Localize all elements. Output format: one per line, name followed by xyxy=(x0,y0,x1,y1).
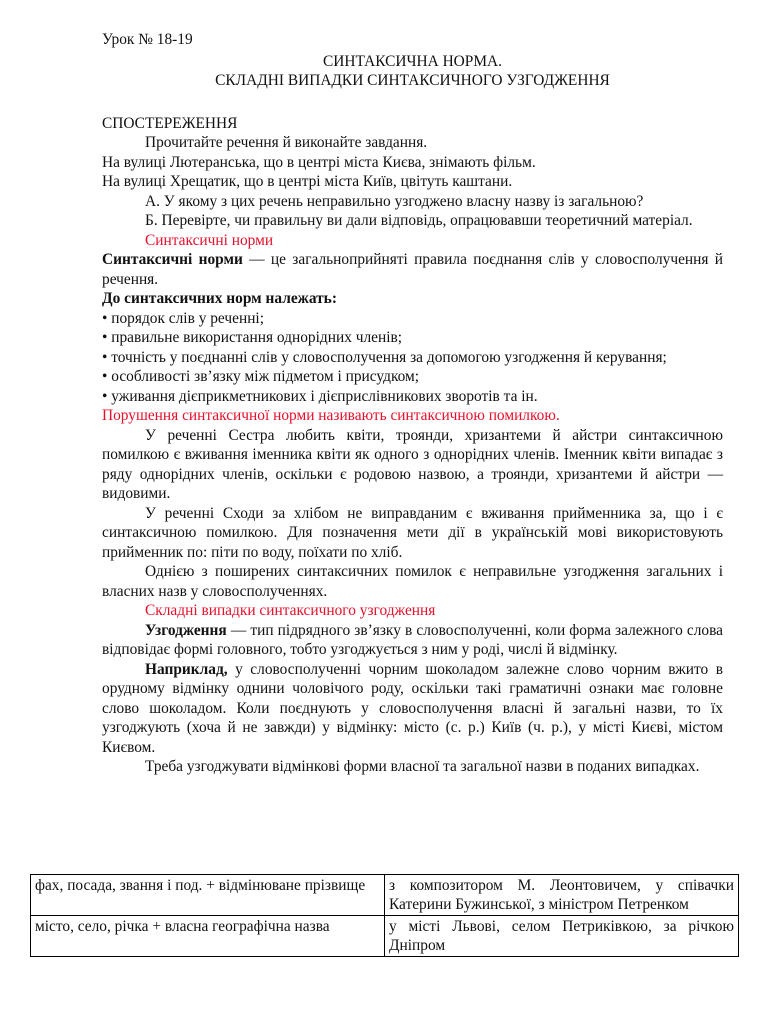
table-row xyxy=(31,875,739,916)
title-line-1: СИНТАКСИЧНА НОРМА. xyxy=(322,52,503,70)
table-cell: місто, село, річка + власна географічна назва xyxy=(31,916,385,957)
agreement-term: Узгодження xyxy=(145,621,227,639)
norms-heading: Синтаксичні норми xyxy=(145,231,274,249)
example-paragraph-2: У реченні Сходи за хлібом не виправданим є вживання прийменника за, що і є синтаксичною помилкою. Для позначення мети дії в українській мові використовують прийменник по: піти по воду, поїхати по хліб. xyxy=(102,504,723,561)
agreement-heading: Складні випадки синтаксичного узгодження xyxy=(145,602,436,619)
definition-term: Синтаксичні норми xyxy=(102,251,243,268)
norms-list-item: • уживання дієприкметникових і дієприслівникових зворотів та ін. xyxy=(102,387,538,405)
table-cell: фах, посада, звання і под. + відмінюване прізвище xyxy=(31,875,385,916)
norms-list-item: • точність у поєднанні слів у словосполучення за допомогою узгодження й керування; xyxy=(102,348,667,366)
question-a: А. У якому з цих речень неправильно узгоджено власну назву із загальною? xyxy=(145,192,644,210)
example-paragraph xyxy=(102,660,723,758)
example-term: Наприклад, xyxy=(145,660,228,678)
definition-text: — це загальноприйняті правила поєднання слів у словосполучення й речення. xyxy=(102,251,724,288)
lesson-number: Урок № 18-19 xyxy=(102,31,193,48)
sentence-2: На вулиці Хрещатик, що в центрі міста Київ, цвітуть каштани. xyxy=(102,173,513,190)
observation-heading: СПОСТЕРЕЖЕННЯ xyxy=(102,114,238,132)
task-intro: Прочитайте речення й виконайте завдання. xyxy=(145,134,428,151)
norms-list-item: • правильне використання однорідних членів; xyxy=(102,329,403,346)
norms-list-item: • особливості зв’язку між підметом і присудком; xyxy=(102,368,420,385)
table-row xyxy=(31,916,739,957)
violation-note: Порушення синтаксичної норми називають синтаксичною помилкою. xyxy=(102,407,560,424)
title-line-2: СКЛАДНІ ВИПАДКИ СИНТАКСИЧНОГО УЗГОДЖЕННЯ xyxy=(215,72,610,89)
norms-list-item: • порядок слів у реченні; xyxy=(102,309,264,327)
need-agree-paragraph: Треба узгоджувати відмінкові форми власної та загальної назви в поданих випадках. xyxy=(145,758,700,775)
norms-definition xyxy=(102,250,723,289)
table-cell: у місті Львові, селом Петриківкою, за річкою Дніпром xyxy=(385,916,739,957)
sentence-1: На вулиці Лютеранська, що в центрі міста Києва, знімають фільм. xyxy=(102,153,536,171)
table-cell: з композитором М. Леонтовичем, у співачки Катерини Бужинської, з міністром Петренком xyxy=(385,875,739,916)
agreement-table xyxy=(30,874,739,957)
example-paragraph-3: Однією з поширених синтаксичних помилок є неправильне узгодження загальних і власних назв у словосполученнях. xyxy=(102,563,723,600)
agreement-text: — тип підрядного зв’язку в словосполученні, коли форма залежного слова відповідає формі головного, тобто узгоджується з ним у роді, числі й відмінку. xyxy=(102,621,723,658)
example-paragraph-1: У реченні Сестра любить квіти, троянди, хризантеми й айстри синтаксичною помилкою є вживання іменника квіти як одного з однорідних членів. Іменник квіти випадає з ряду однорідних членів, оскільки є родовою назвою, а троянди, хризантеми й айстри — видовими. xyxy=(102,426,723,502)
example-text: у словосполученні чорним шоколадом залежне слово чорним вжито в орудному відмінку однини чоловічого роду, оскільки такі граматичні ознаки має головне слово шоколадом. Коли поєднують у словосполучення власні й загальні назви, то їх узгоджують (хоча й не завжди) у відмінку: місто (с. р.) Київ (ч. р.), у місті Києві, містом Києвом. xyxy=(102,660,723,756)
document-page xyxy=(102,30,723,777)
norms-list-heading: До синтаксичних норм належать: xyxy=(102,290,337,307)
agreement-definition xyxy=(102,621,723,660)
question-b: Б. Перевірте, чи правильну ви дали відповідь, опрацювавши теоретичний матеріал. xyxy=(145,212,693,229)
